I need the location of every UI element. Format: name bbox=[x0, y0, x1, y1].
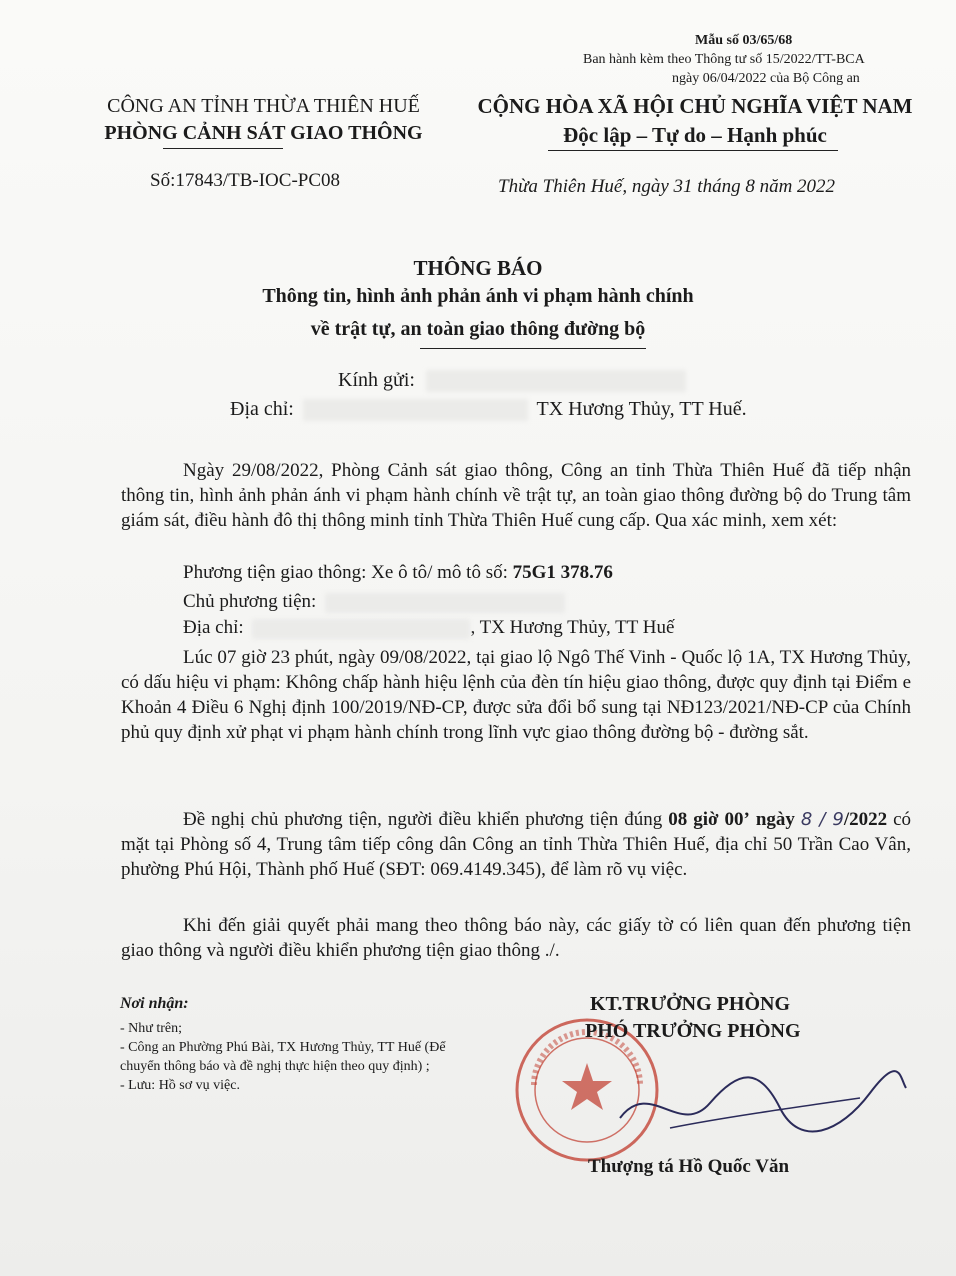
form-number: Mẫu số 03/65/68 bbox=[695, 33, 793, 48]
nation-header bbox=[460, 93, 930, 150]
document-number: Số:17843/TB-IOC-PC08 bbox=[150, 170, 341, 191]
signature-role-1: KT.TRƯỞNG PHÒNG bbox=[590, 993, 790, 1015]
document-subtitle-1: Thông tin, hình ảnh phản ánh vi phạm hành chính bbox=[262, 285, 694, 307]
paragraph-intro: Ngày 29/08/2022, Phòng Cảnh sát giao thông, Công an tỉnh Thừa Thiên Huế đã tiếp nhận thông tin, hình ảnh phản ánh vi phạm hành chính về trật tự, an toàn giao thông đường bộ do Trung tâm giám sát, điều hành đô thị thông minh tỉnh Thừa Thiên Huế cung cấp. Qua xác minh, xem xét: bbox=[121, 460, 911, 531]
redacted-address bbox=[303, 399, 528, 421]
address-label: Địa chỉ: bbox=[230, 398, 294, 420]
document-title: THÔNG BÁO bbox=[413, 256, 543, 280]
address-suffix: TX Hương Thủy, TT Huế. bbox=[536, 398, 747, 420]
recipients-title: Nơi nhận: bbox=[120, 995, 189, 1012]
vehicle-label: Phương tiện giao thông: Xe ô tô/ mô tô số: bbox=[183, 562, 508, 583]
paragraph-violation: Lúc 07 giờ 23 phút, ngày 09/08/2022, tại giao lộ Ngô Thế Vinh - Quốc lộ 1A, TX Hương Thủy, có dấu hiệu vi phạm: Không chấp hành hiệu lệnh của đèn tín hiệu giao thông, được quy định tại Điểm e Khoản 4 Điều 6 Nghị định 100/2019/NĐ-CP, được sửa đổi bổ sung tại NĐ123/2021/NĐ-CP của Chính phủ quy định xử phạt vi phạm hành chính trong lĩnh vực giao thông đường bộ - đường sắt. bbox=[121, 647, 911, 743]
recipient-item: - Như trên; bbox=[120, 1021, 183, 1036]
vehicle-plate: 75G1 378.76 bbox=[512, 562, 613, 583]
form-issued-with: Ban hành kèm theo Thông tư số 15/2022/TT-BCA bbox=[583, 52, 865, 67]
paragraph-closing: Khi đến giải quyết phải mang theo thông báo này, các giấy tờ có liên quan đến phương tiện giao thông và người điều khiển phương tiện giao thông ./. bbox=[121, 915, 911, 961]
issuer-department: PHÒNG CẢNH SÁT GIAO THÔNG bbox=[104, 122, 423, 144]
handwritten-date: 8 / 9 bbox=[800, 809, 844, 830]
owner-line bbox=[183, 591, 565, 613]
greeting-label: Kính gửi: bbox=[338, 369, 415, 391]
redacted-owner bbox=[325, 593, 565, 613]
paragraph-request: Đề nghị chủ phương tiện, người điều khiển phương tiện đúng 08 giờ 00’ ngày 8 / 9/2022 có mặt tại Phòng số 4, Trung tâm tiếp công dân Công an tỉnh Thừa Thiên Huế, địa chỉ 50 Trần Cao Vân, phường Phú Hội, Thành phố Huế (SĐT: 069.4149.345), để làm rõ vụ việc. bbox=[121, 809, 912, 880]
owner-address-label: Địa chỉ: bbox=[183, 617, 244, 638]
recipient-item: - Công an Phường Phú Bài, TX Hương Thủy, TT Huế (Để chuyển thông báo và đề nghị thực hiện theo quy định) ; bbox=[120, 1040, 446, 1074]
nation-motto: Độc lập – Tự do – Hạnh phúc bbox=[563, 123, 827, 147]
issuer-header bbox=[86, 93, 441, 147]
redacted-owner-address bbox=[252, 619, 470, 639]
form-issued-date: ngày 06/04/2022 của Bộ Công an bbox=[672, 71, 860, 86]
owner-address-suffix: , TX Hương Thủy, TT Huế bbox=[470, 617, 675, 638]
title-underline bbox=[420, 348, 646, 349]
vehicle-line bbox=[183, 562, 613, 584]
recipient-item: - Lưu: Hồ sơ vụ việc. bbox=[120, 1078, 240, 1093]
issuer-agency: CÔNG AN TỈNH THỪA THIÊN HUẾ bbox=[107, 95, 420, 117]
place-date: Thừa Thiên Huế, ngày 31 tháng 8 năm 2022 bbox=[498, 176, 836, 197]
issuer-underline bbox=[163, 148, 283, 149]
owner-address-line bbox=[183, 617, 674, 639]
document-subtitle-2: về trật tự, an toàn giao thông đường bộ bbox=[310, 318, 646, 340]
handwritten-signature bbox=[610, 1048, 910, 1158]
redacted-name bbox=[426, 370, 686, 392]
nation-name: CỘNG HÒA XÃ HỘI CHỦ NGHĨA VIỆT NAM bbox=[477, 94, 913, 118]
recipients-list bbox=[120, 1019, 480, 1095]
owner-label: Chủ phương tiện: bbox=[183, 591, 317, 612]
signer-name: Thượng tá Hồ Quốc Văn bbox=[588, 1156, 790, 1177]
recipient-address bbox=[230, 398, 747, 421]
signature-role-2: PHÓ TRƯỞNG PHÒNG bbox=[585, 1020, 801, 1042]
recipient-greeting bbox=[338, 369, 686, 392]
motto-underline bbox=[548, 150, 838, 151]
